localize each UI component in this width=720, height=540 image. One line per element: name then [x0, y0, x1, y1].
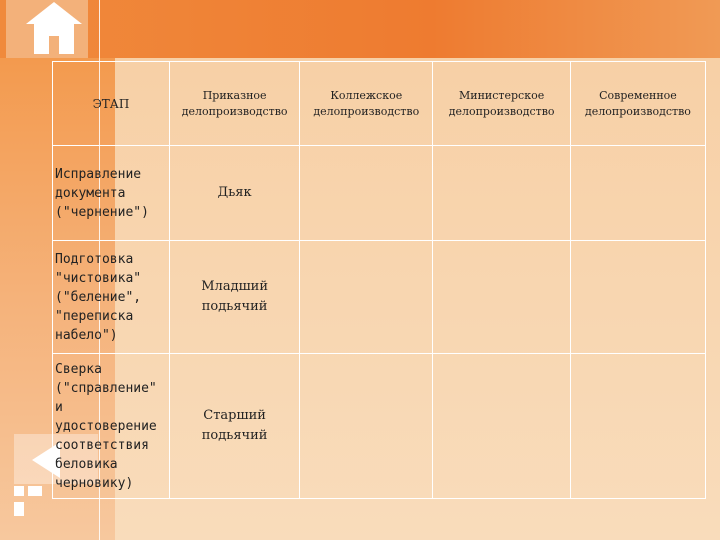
value-cell	[433, 146, 571, 241]
stage-cell: Сверка ("справление" и удостоверение соответствия беловика черновику)	[53, 354, 170, 499]
header-minister: Министерское делопроизводство	[433, 62, 571, 146]
top-band	[0, 0, 720, 58]
home-button[interactable]	[6, 0, 88, 58]
value-cell	[570, 241, 705, 354]
header-row	[53, 62, 706, 146]
table-row	[53, 146, 706, 241]
value-cell	[300, 354, 433, 499]
table-row	[53, 241, 706, 354]
value-cell	[570, 146, 705, 241]
table-row	[53, 354, 706, 499]
header-sovremen: Современное делопроизводство	[570, 62, 705, 146]
stage-cell: Подготовка "чистовика" ("беление", "переписка набело")	[53, 241, 170, 354]
decor-square	[28, 486, 42, 496]
home-icon	[6, 0, 88, 58]
header-kollezh: Коллежское делопроизводство	[300, 62, 433, 146]
decor-square	[14, 486, 24, 496]
stages-table	[52, 61, 706, 499]
value-cell: Младший подьячий	[170, 241, 300, 354]
header-prikaz: Приказное делопроизводство	[170, 62, 300, 146]
value-cell: Дьяк	[170, 146, 300, 241]
value-cell	[433, 354, 571, 499]
value-cell	[300, 146, 433, 241]
stage-cell: Исправление документа ("чернение")	[53, 146, 170, 241]
decor-square	[14, 502, 24, 516]
header-stage: ЭТАП	[53, 62, 170, 146]
value-cell	[300, 241, 433, 354]
value-cell	[433, 241, 571, 354]
value-cell	[570, 354, 705, 499]
value-cell: Старший подьячий	[170, 354, 300, 499]
